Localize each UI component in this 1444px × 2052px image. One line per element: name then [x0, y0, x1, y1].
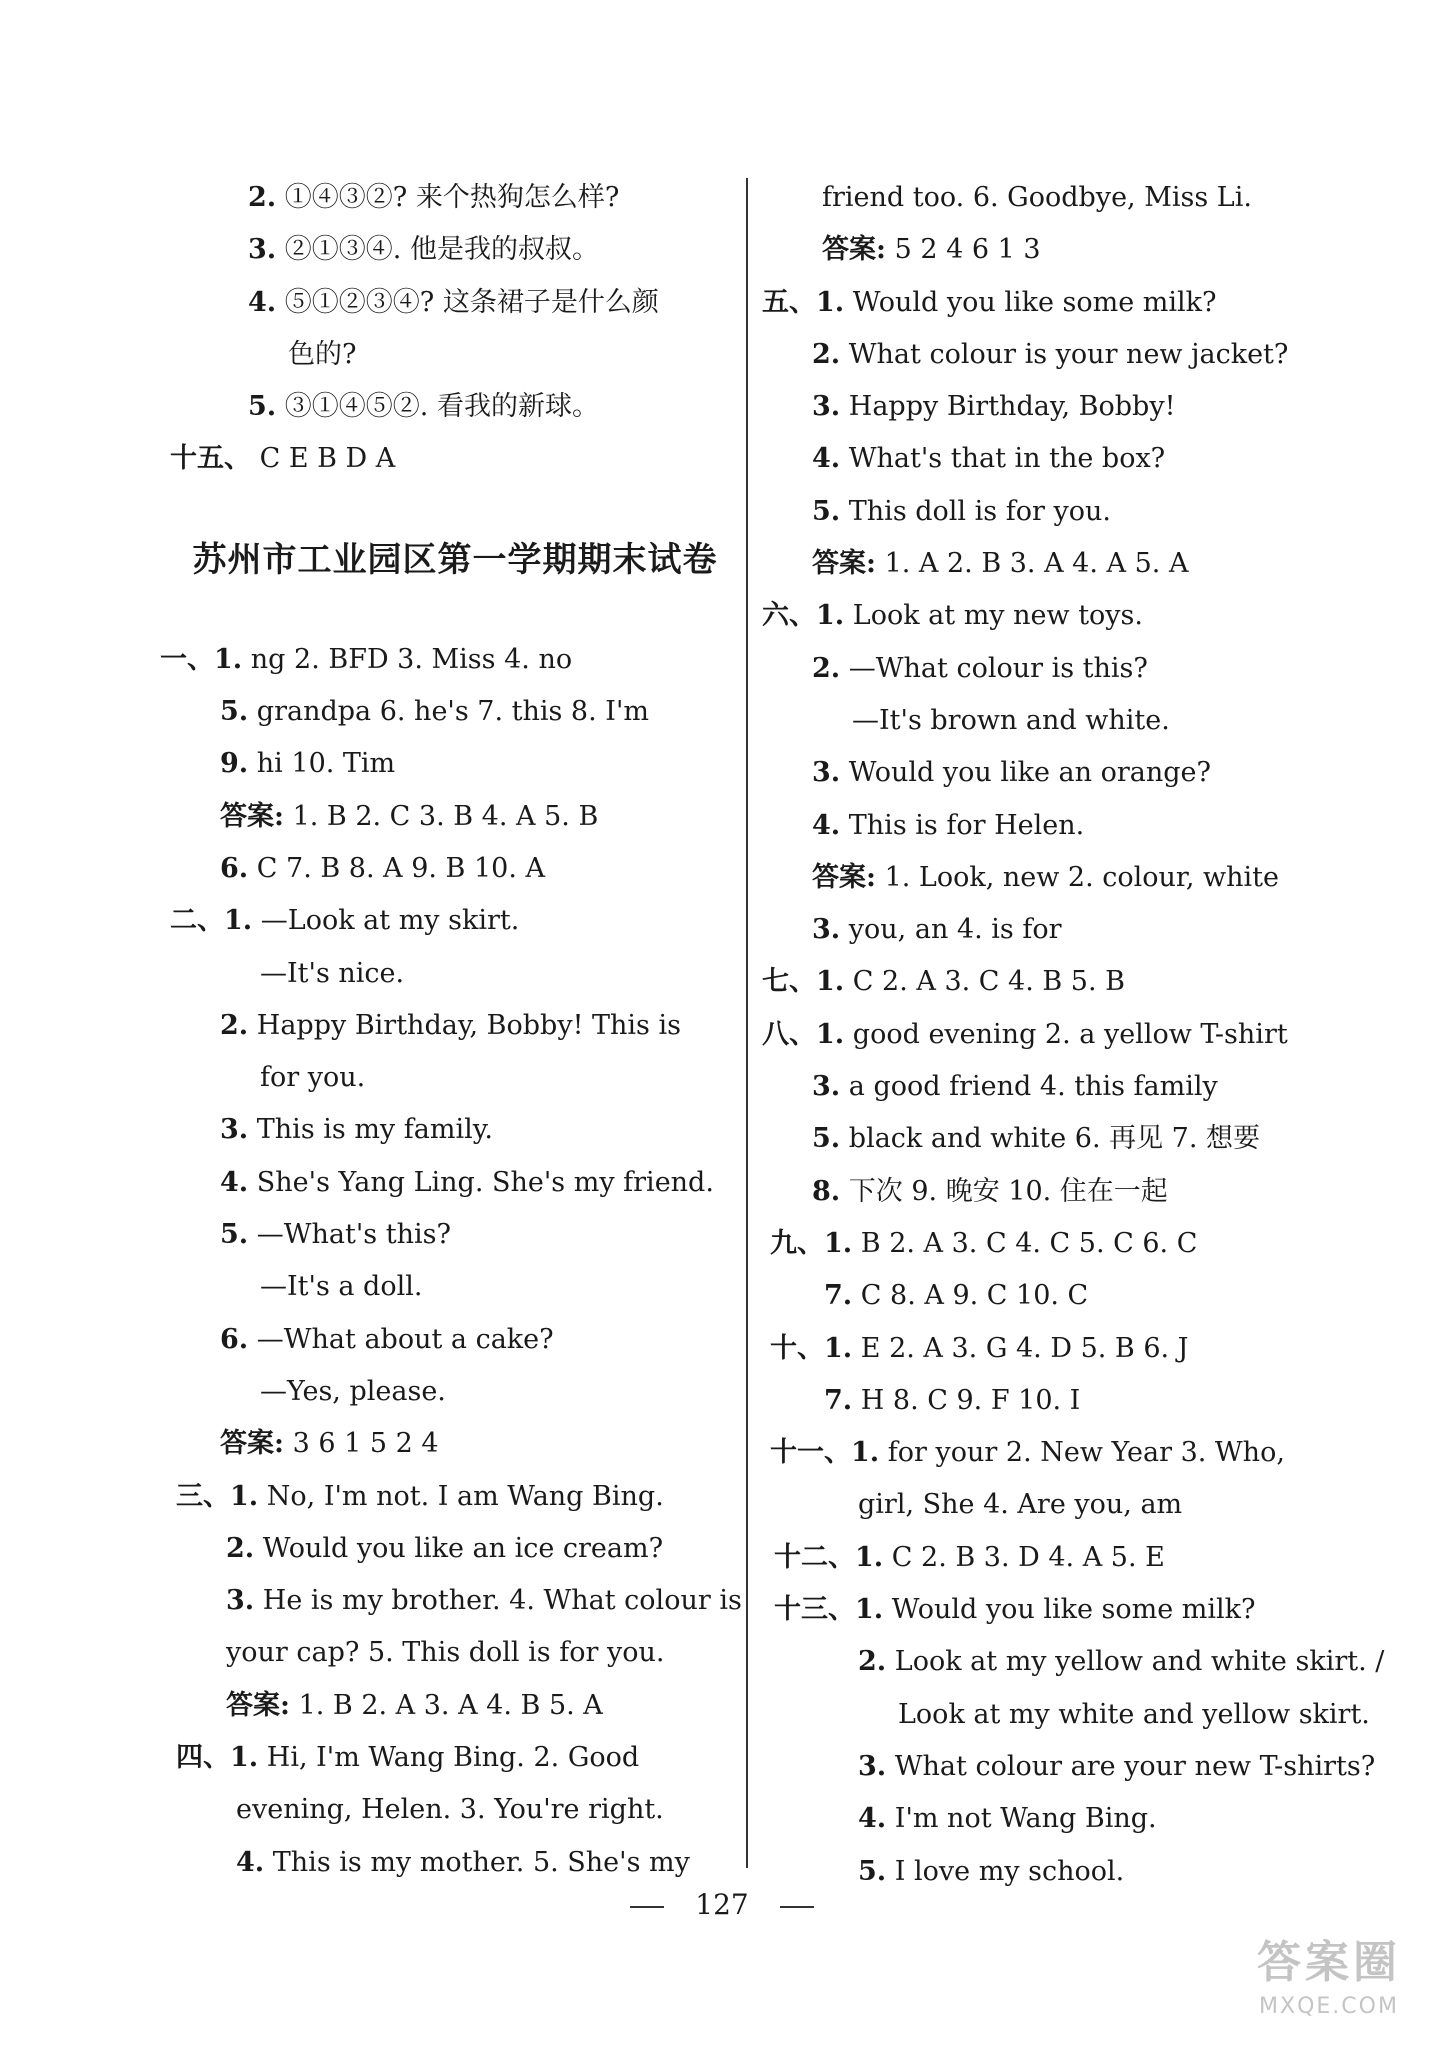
answer-line: [160, 634, 750, 686]
item-number: 答案:: [226, 1689, 290, 1721]
item-number: 4.: [248, 286, 277, 318]
item-number: 2.: [812, 652, 841, 684]
answer-text: What's that in the box?: [848, 443, 1166, 475]
answer-text: Look at my new toys.: [852, 600, 1143, 632]
answer-text: 3 6 1 5 2 4: [292, 1428, 439, 1460]
answer-text: Would you like some milk?: [891, 1594, 1256, 1626]
answer-text: Happy Birthday, Bobby! This is: [256, 1009, 681, 1041]
answer-line: [762, 538, 1362, 590]
answer-line: [160, 277, 750, 329]
left-column: [160, 172, 750, 1889]
item-number: 答案:: [220, 1428, 284, 1460]
item-number: 答案:: [220, 800, 284, 832]
item-number: 2.: [812, 338, 841, 370]
watermark-logo: [1234, 1934, 1424, 2030]
answer-text: Happy Birthday, Bobby!: [848, 391, 1176, 423]
item-number: 7.: [824, 1280, 853, 1312]
answer-line: [762, 433, 1362, 485]
answer-line: [160, 172, 750, 224]
answer-line: [160, 948, 750, 1000]
item-number: 3.: [812, 391, 841, 423]
item-number: 六、1.: [762, 600, 845, 632]
answer-line: [160, 1784, 750, 1836]
answer-text: This is my family.: [256, 1114, 493, 1146]
item-number: 2.: [248, 182, 277, 213]
answer-text: Look at my yellow and white skirt. /: [894, 1646, 1385, 1678]
answer-line: [762, 1636, 1385, 1688]
answer-text: —What's this?: [256, 1219, 451, 1251]
answer-text: evening, Helen. 3. You're right.: [236, 1794, 664, 1826]
answer-line: [762, 1584, 1362, 1636]
section-title: 苏州市工业园区第一学期期末试卷: [192, 539, 718, 580]
answer-line: [762, 1479, 1362, 1531]
answer-line: [762, 1113, 1362, 1165]
item-number: 3.: [226, 1585, 255, 1617]
answer-line: [762, 172, 1362, 224]
answer-text: C E B D A: [259, 443, 396, 475]
answer-text: 1. A 2. B 3. A 4. A 5. A: [884, 548, 1189, 580]
answer-line: [762, 224, 1362, 276]
answer-line: [762, 800, 1362, 852]
answer-line: [762, 1793, 1362, 1845]
answer-line: [762, 1689, 1370, 1741]
answer-line: [160, 895, 750, 947]
item-number: 5.: [812, 495, 841, 527]
answer-line: [762, 277, 1362, 329]
answer-text: hi 10. Tim: [256, 748, 396, 780]
answer-text: Would you like some milk?: [852, 286, 1217, 318]
answer-line: [160, 1104, 750, 1156]
answer-line: [762, 904, 1362, 956]
answer-line: [762, 695, 1362, 747]
answer-text: He is my brother. 4. What colour is: [262, 1585, 742, 1617]
answer-line: [160, 1209, 750, 1261]
item-number: 七、1.: [762, 966, 845, 998]
answer-line: [762, 1166, 1362, 1218]
item-number: 4.: [812, 809, 841, 841]
answer-text: ③①④⑤②. 看我的新球。: [284, 391, 599, 423]
answer-line: [160, 1627, 750, 1679]
answer-line: [762, 956, 1362, 1008]
answer-line: [762, 643, 1362, 695]
answer-text: —It's nice.: [260, 957, 405, 989]
answer-text: —It's brown and white.: [852, 704, 1170, 736]
item-number: 三、1.: [176, 1480, 259, 1512]
item-number: 7.: [824, 1384, 853, 1416]
item-number: 3.: [812, 757, 841, 789]
item-number: 3.: [812, 914, 841, 946]
answer-text: C 2. A 3. C 4. B 5. B: [852, 966, 1125, 998]
item-number: 四、1.: [176, 1742, 259, 1774]
answer-text: 5 2 4 6 1 3: [894, 234, 1041, 266]
item-number: 十二、1.: [774, 1541, 884, 1573]
item-number: 十五、: [170, 443, 251, 475]
answer-line: [160, 1366, 750, 1418]
answer-line: [160, 1471, 750, 1523]
answer-line: [762, 1532, 1362, 1584]
answer-line: [160, 1523, 750, 1575]
answer-text: I love my school.: [894, 1855, 1125, 1887]
answer-text: Hi, I'm Wang Bing. 2. Good: [266, 1742, 640, 1774]
answer-text: 下次 9. 晚安 10. 住在一起: [848, 1175, 1168, 1207]
answer-line: [160, 1680, 750, 1732]
item-number: 5.: [812, 1123, 841, 1155]
answer-line: [160, 381, 750, 433]
item-number: 答案:: [822, 234, 886, 266]
answer-text: —It's a doll.: [260, 1271, 423, 1303]
answer-text: B 2. A 3. C 4. C 5. C 6. C: [860, 1227, 1198, 1259]
item-number: 8.: [812, 1175, 841, 1207]
answer-text: 色的?: [288, 338, 357, 370]
answer-text: —Yes, please.: [260, 1375, 446, 1407]
answer-line: [160, 1575, 750, 1627]
answer-text: good evening 2. a yellow T-shirt: [852, 1018, 1288, 1050]
watermark-line1: 答案圈: [1257, 1937, 1401, 1988]
answer-line: [160, 1418, 750, 1470]
answer-line: [762, 852, 1362, 904]
answer-text: ②①③④. 他是我的叔叔。: [284, 234, 599, 266]
answer-line: [762, 1009, 1362, 1061]
footer-dash-right: [780, 1906, 814, 1908]
answer-line: [762, 590, 1362, 642]
answer-text: you, an 4. is for: [848, 914, 1062, 946]
item-number: 2.: [226, 1532, 255, 1564]
answer-line: [160, 1732, 750, 1784]
item-number: 3.: [858, 1750, 887, 1782]
answer-line: [762, 1218, 1362, 1270]
answer-text: What colour is your new jacket?: [848, 338, 1289, 370]
answer-text: I'm not Wang Bing.: [894, 1803, 1157, 1835]
answer-text: friend too. 6. Goodbye, Miss Li.: [822, 182, 1252, 213]
answer-text: girl, She 4. Are you, am: [858, 1489, 1183, 1521]
item-number: 十一、1.: [770, 1437, 880, 1469]
item-number: 一、1.: [160, 643, 243, 675]
answer-text: ⑤①②③④? 这条裙子是什么颜: [284, 286, 659, 318]
answer-line: [762, 1270, 1362, 1322]
right-column: [762, 172, 1385, 1898]
answer-line: [762, 329, 1362, 381]
answer-line: [762, 381, 1362, 433]
item-number: 5.: [220, 696, 249, 728]
item-number: 答案:: [812, 548, 876, 580]
item-number: 5.: [248, 391, 277, 423]
answer-text: C 7. B 8. A 9. B 10. A: [256, 852, 546, 884]
answer-text: —What about a cake?: [256, 1323, 554, 1355]
answer-text: Would you like an orange?: [848, 757, 1211, 789]
answer-line: [160, 791, 750, 843]
answer-line: [160, 1000, 750, 1052]
answer-line: [160, 1314, 750, 1366]
answer-line: [762, 486, 1362, 538]
answer-text: This is my mother. 5. She's my: [272, 1846, 690, 1878]
item-number: 八、1.: [762, 1018, 845, 1050]
page-footer: [0, 1880, 1444, 1930]
item-number: 3.: [248, 234, 277, 266]
item-number: 3.: [812, 1071, 841, 1103]
item-number: 4.: [812, 443, 841, 475]
answer-line: [160, 843, 750, 895]
answer-text: No, I'm not. I am Wang Bing.: [266, 1480, 664, 1512]
answer-text: Would you like an ice cream?: [262, 1532, 664, 1564]
answer-line: [160, 1052, 750, 1104]
watermark-line2: MXQE.COM: [1259, 1994, 1399, 2019]
answer-line: [160, 686, 750, 738]
answer-line: [160, 738, 750, 790]
column-divider: [746, 178, 748, 1868]
answer-text: grandpa 6. he's 7. this 8. I'm: [256, 696, 649, 728]
answer-line: [160, 1261, 750, 1313]
answer-line: [762, 1323, 1362, 1375]
item-number: 6.: [220, 1323, 249, 1355]
answer-line: [160, 1157, 750, 1209]
item-number: 5.: [858, 1855, 887, 1887]
answer-text: Look at my white and yellow skirt.: [898, 1698, 1370, 1730]
item-number: 2.: [858, 1646, 887, 1678]
item-number: 十、1.: [770, 1332, 853, 1364]
answer-text: She's Yang Ling. She's my friend.: [256, 1166, 714, 1198]
answer-text: 1. B 2. A 3. A 4. B 5. A: [298, 1689, 603, 1721]
item-number: 9.: [220, 748, 249, 780]
answer-line: [160, 224, 750, 276]
answer-text: 1. Look, new 2. colour, white: [884, 861, 1280, 893]
item-number: 4.: [858, 1803, 887, 1835]
answer-text: C 2. B 3. D 4. A 5. E: [891, 1541, 1165, 1573]
answer-line: [160, 433, 750, 485]
answer-text: What colour are your new T-shirts?: [894, 1750, 1376, 1782]
answer-text: ①④③②? 来个热狗怎么样?: [284, 182, 620, 213]
item-number: 6.: [220, 852, 249, 884]
item-number: 九、1.: [770, 1227, 853, 1259]
answer-text: H 8. C 9. F 10. I: [860, 1384, 1081, 1416]
answer-line: [762, 1741, 1376, 1793]
answer-text: This doll is for you.: [848, 495, 1111, 527]
answer-text: —What colour is this?: [848, 652, 1148, 684]
answer-line: [762, 1375, 1362, 1427]
item-number: 答案:: [812, 861, 876, 893]
answer-text: ng 2. BFD 3. Miss 4. no: [250, 643, 573, 675]
answer-text: E 2. A 3. G 4. D 5. B 6. J: [860, 1332, 1189, 1364]
answer-text: for you.: [260, 1062, 366, 1094]
answer-line: [160, 329, 750, 381]
item-number: 2.: [220, 1009, 249, 1041]
answer-text: —Look at my skirt.: [260, 905, 520, 937]
answer-text: 1. B 2. C 3. B 4. A 5. B: [292, 800, 599, 832]
answer-text: your cap? 5. This doll is for you.: [226, 1637, 665, 1669]
answer-text: black and white 6. 再见 7. 想要: [848, 1123, 1261, 1155]
item-number: 4.: [236, 1846, 265, 1878]
answer-text: C 8. A 9. C 10. C: [860, 1280, 1089, 1312]
footer-dash-left: [630, 1906, 664, 1908]
item-number: 十三、1.: [774, 1594, 884, 1626]
item-number: 5.: [220, 1219, 249, 1251]
item-number: 二、1.: [170, 905, 253, 937]
answer-line: [762, 1427, 1362, 1479]
item-number: 4.: [220, 1166, 249, 1198]
item-number: 五、1.: [762, 286, 845, 318]
answer-line: [762, 1061, 1362, 1113]
answer-text: for your 2. New Year 3. Who,: [887, 1437, 1285, 1469]
item-number: 3.: [220, 1114, 249, 1146]
answer-text: a good friend 4. this family: [848, 1071, 1218, 1103]
page-number: 127: [695, 1888, 749, 1921]
answer-text: This is for Helen.: [848, 809, 1085, 841]
answer-line: [762, 747, 1362, 799]
